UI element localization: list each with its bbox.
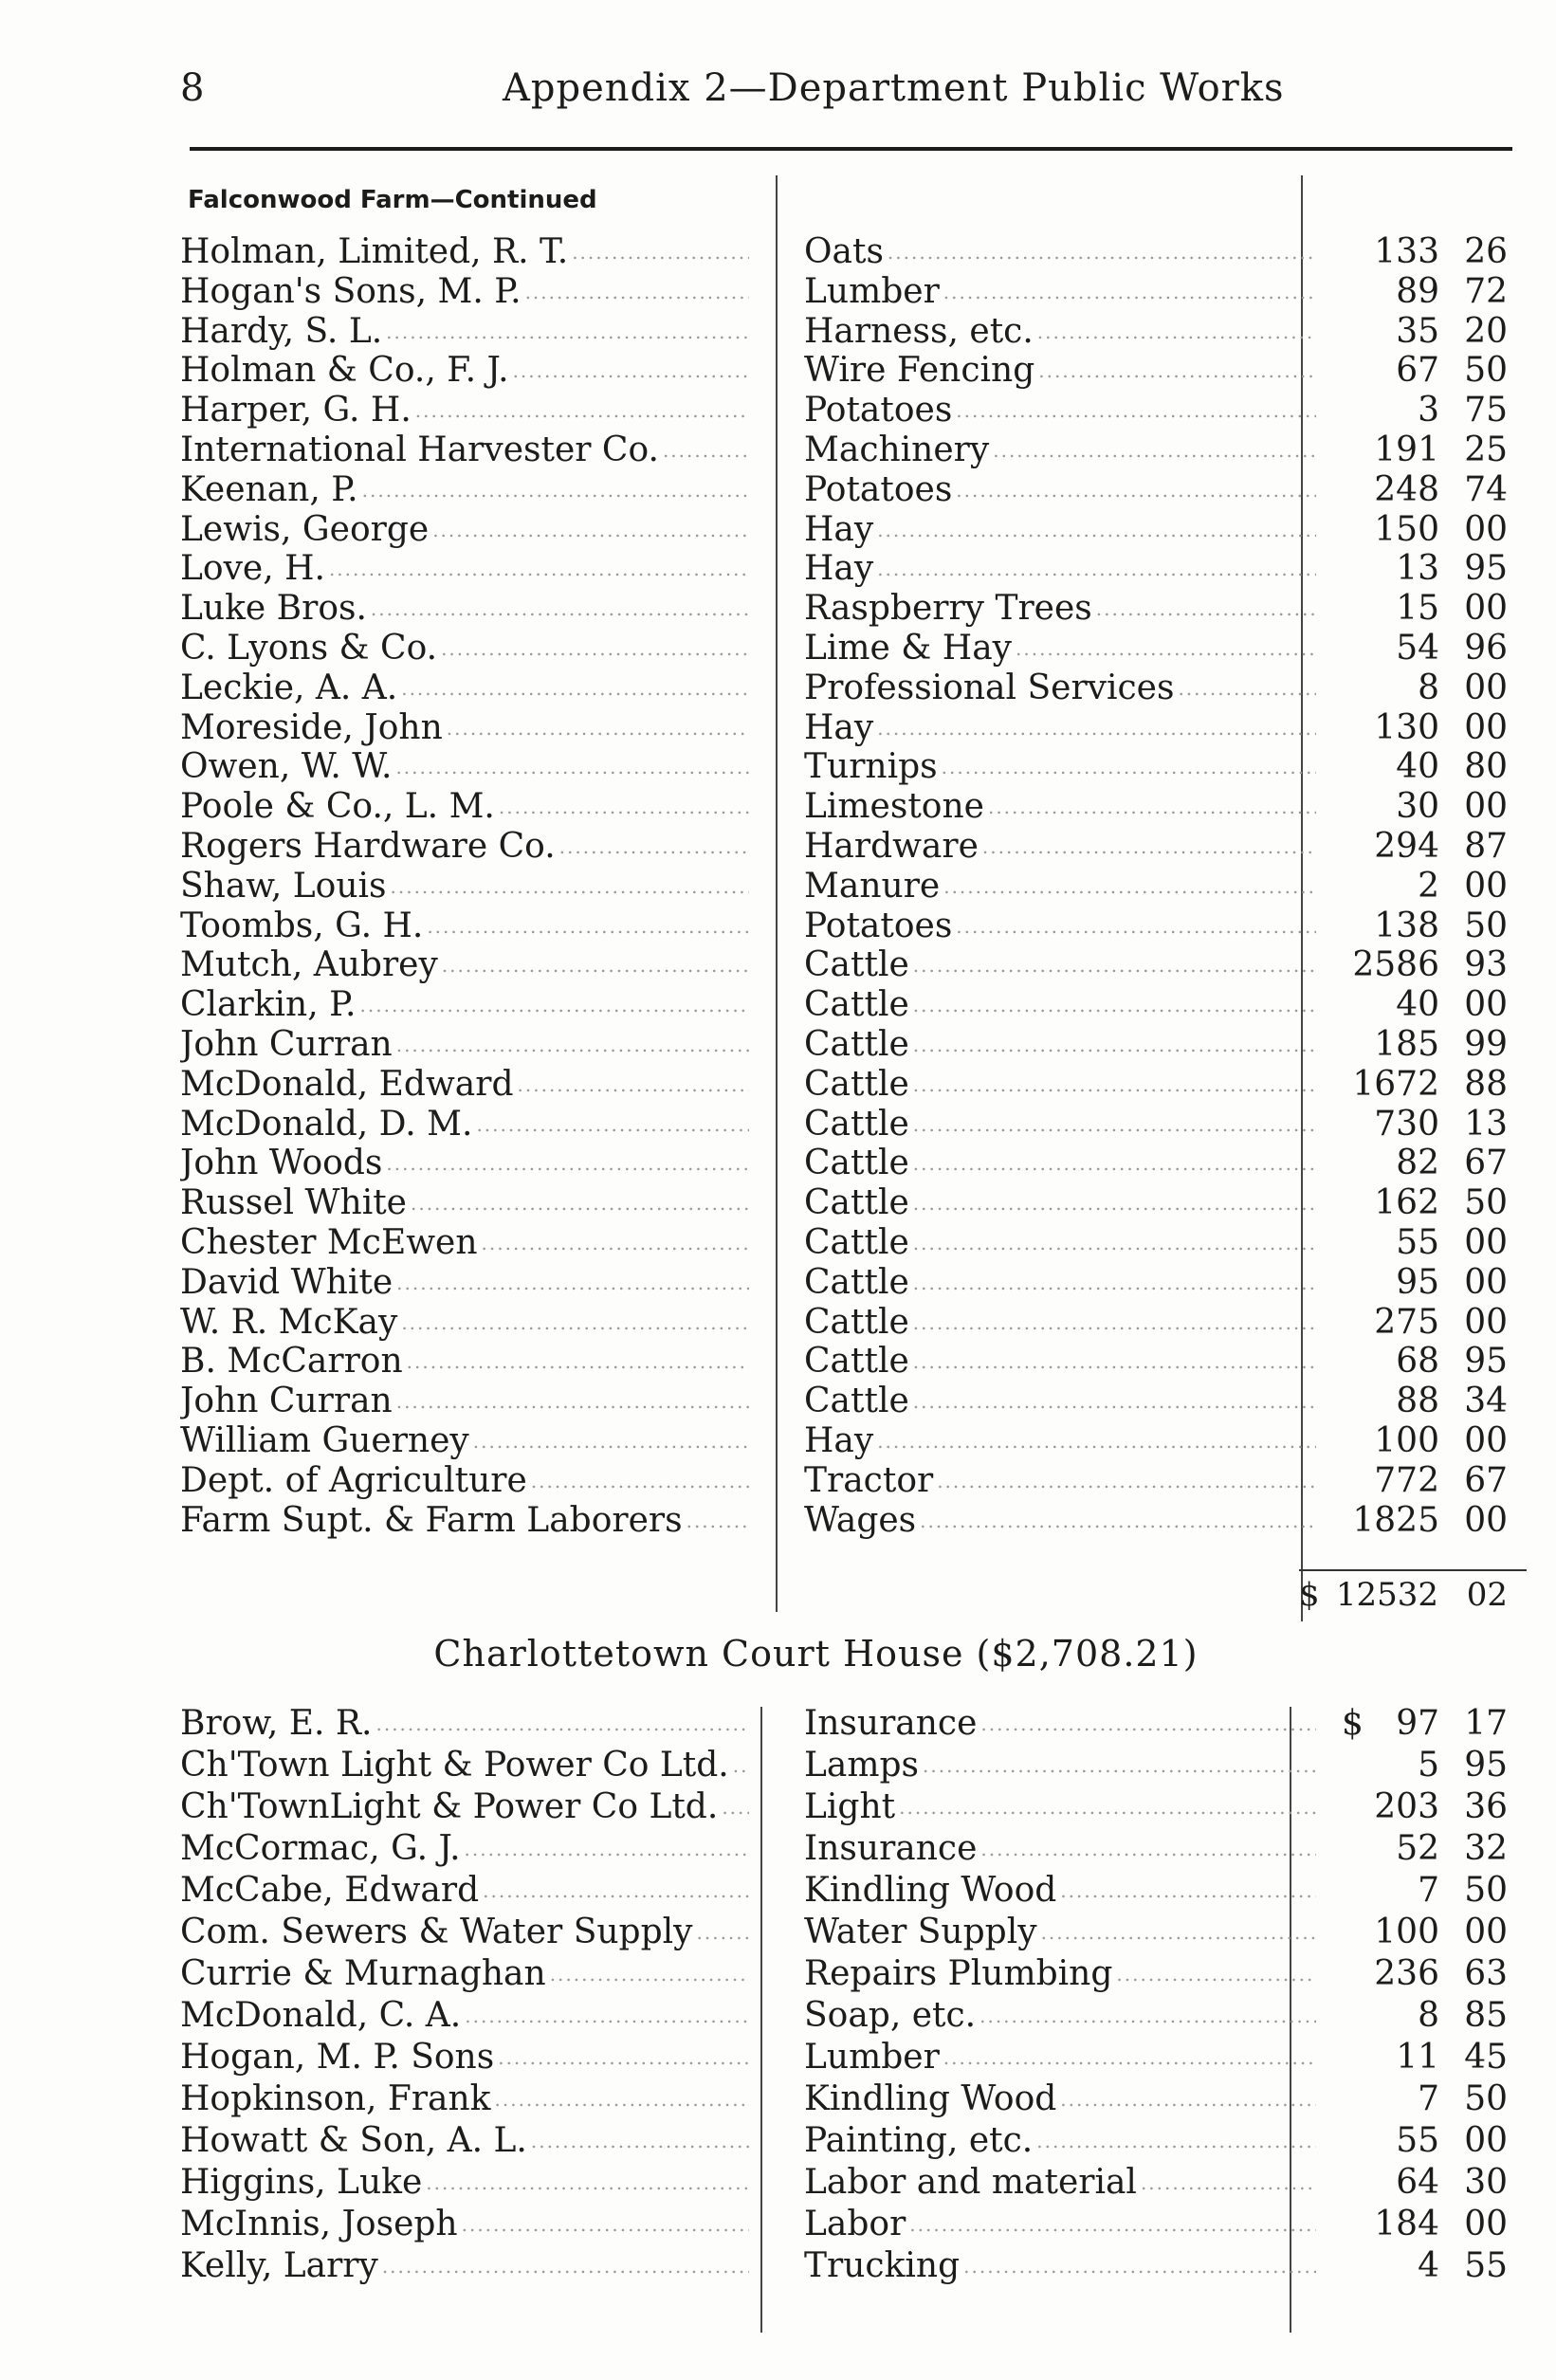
total-dollars: 12532: [1335, 1576, 1438, 1614]
amount-dollars: 100: [1374, 1913, 1439, 1951]
payee-name: Holman & Co., F. J. .....: [180, 351, 749, 391]
item-description: Cattle .....: [804, 1105, 1316, 1144]
amount-dollars: 68: [1396, 1342, 1439, 1382]
item-description: Raspberry Trees .....: [804, 589, 1316, 629]
item-description: Kindling Wood .....: [804, 2079, 1316, 2119]
payee-name: Owen, W. W. .....: [180, 747, 749, 787]
amount-dollars: 294: [1374, 827, 1439, 866]
table-row: [0, 1144, 1556, 1183]
amount-cents: 50: [1464, 2079, 1508, 2118]
amount-cents: 13: [1464, 1104, 1508, 1144]
payee-name: Ch'TownLight & Power Co Ltd. .....: [180, 1787, 749, 1827]
table-row: [0, 391, 1556, 430]
item-description: Professional Services .....: [804, 668, 1316, 708]
amount-dollars: 8: [1418, 668, 1439, 707]
amount-cents: 00: [1464, 1302, 1508, 1342]
item-description: Labor .....: [804, 2205, 1316, 2244]
amount-dollars: 130: [1374, 707, 1439, 747]
amount-cents: 95: [1464, 549, 1508, 589]
amount-cents: 26: [1464, 232, 1508, 271]
amount-dollars: 185: [1374, 1025, 1439, 1064]
table-row: [0, 1303, 1556, 1343]
amount-dollars: 35: [1396, 311, 1439, 351]
amount-dollars: 248: [1374, 469, 1439, 509]
payee-name: Poole & Co., L. M. .....: [180, 787, 749, 827]
amount-cents: 34: [1464, 1382, 1508, 1421]
amount-cents: 93: [1464, 945, 1508, 985]
amount-cents: 00: [1464, 1223, 1508, 1262]
item-description: Light .....: [804, 1787, 1316, 1827]
table-row: [0, 1382, 1556, 1421]
table-row: [0, 2079, 1556, 2119]
payee-name: Lewis, George .....: [180, 510, 749, 550]
table-row: [0, 906, 1556, 946]
item-description: Manure .....: [804, 867, 1316, 906]
item-description: Oats .....: [804, 232, 1316, 272]
payee-name: John Curran .....: [180, 1382, 749, 1421]
amount-dollars: 89: [1396, 271, 1439, 311]
amount-dollars: 203: [1374, 1787, 1439, 1826]
amount-cents: 50: [1464, 906, 1508, 945]
item-description: Machinery .....: [804, 430, 1316, 470]
table-row: [0, 2121, 1556, 2161]
item-description: Cattle .....: [804, 1065, 1316, 1105]
amount-dollars: 88: [1396, 1382, 1439, 1421]
amount-cents: 75: [1464, 391, 1508, 430]
item-description: Hay .....: [804, 510, 1316, 550]
amount-cents: 36: [1464, 1787, 1508, 1826]
payee-name: W. R. McKay .....: [180, 1303, 749, 1343]
table-row: [0, 510, 1556, 550]
table-row: [0, 827, 1556, 867]
item-description: Cattle .....: [804, 1303, 1316, 1343]
amount-dollars: 11: [1396, 2038, 1439, 2077]
item-description: Hay .....: [804, 549, 1316, 589]
table-row: [0, 1183, 1556, 1223]
payee-name: Love, H. .....: [180, 549, 749, 589]
item-description: Potatoes .....: [804, 906, 1316, 946]
payee-name: Kelly, Larry .....: [180, 2246, 749, 2286]
total-cents: 02: [1466, 1576, 1508, 1614]
amount-cents: 00: [1464, 668, 1508, 707]
payee-name: Brow, E. R. .....: [180, 1704, 749, 1744]
table-row: [0, 668, 1556, 708]
amount-cents: 50: [1464, 1871, 1508, 1910]
item-description: Soap, etc. .....: [804, 1996, 1316, 2036]
item-description: Harness, etc. .....: [804, 312, 1316, 352]
amount-cents: 72: [1464, 271, 1508, 311]
amount-dollars: 64: [1396, 2163, 1439, 2202]
payee-name: Harper, G. H. .....: [180, 391, 749, 430]
amount-cents: 32: [1464, 1829, 1508, 1868]
amount-cents: 85: [1464, 1996, 1508, 2035]
item-description: Cattle .....: [804, 1183, 1316, 1223]
table-row: [0, 629, 1556, 668]
table-row: [0, 985, 1556, 1025]
payee-name: Com. Sewers & Water Supply .....: [180, 1913, 749, 1952]
payee-name: Higgins, Luke .....: [180, 2163, 749, 2203]
total-dollar-sign: $: [1299, 1576, 1320, 1614]
amount-dollars: 138: [1374, 906, 1439, 945]
amount-dollars: 13: [1396, 549, 1439, 589]
payee-name: Hogan's Sons, M. P. .....: [180, 272, 749, 312]
item-description: Painting, etc. .....: [804, 2121, 1316, 2161]
amount-cents: 45: [1464, 2038, 1508, 2077]
table-row: [0, 1223, 1556, 1263]
item-description: Tractor .....: [804, 1461, 1316, 1501]
section1-total: [1299, 1569, 1527, 1619]
payee-name: Currie & Murnaghan .....: [180, 1954, 749, 1994]
table-row: [0, 1829, 1556, 1869]
payee-name: Farm Supt. & Farm Laborers .....: [180, 1501, 749, 1541]
payee-name: McInnis, Joseph .....: [180, 2205, 749, 2244]
item-description: Hay .....: [804, 708, 1316, 748]
amount-cents: 20: [1464, 311, 1508, 351]
item-description: Cattle .....: [804, 1025, 1316, 1065]
payee-name: Shaw, Louis .....: [180, 867, 749, 906]
payee-name: Chester McEwen .....: [180, 1223, 749, 1263]
item-description: Wire Fencing .....: [804, 351, 1316, 391]
payee-name: B. McCarron .....: [180, 1342, 749, 1382]
amount-dollars: 52: [1396, 1829, 1439, 1868]
amount-cents: 00: [1464, 1913, 1508, 1951]
table-row: [0, 312, 1556, 352]
table-row: [0, 1025, 1556, 1065]
item-description: Hay .....: [804, 1421, 1316, 1461]
item-description: Cattle .....: [804, 985, 1316, 1025]
payee-name: Hopkinson, Frank .....: [180, 2079, 749, 2119]
payee-name: Hardy, S. L. .....: [180, 312, 749, 352]
item-description: Limestone .....: [804, 787, 1316, 827]
section-label: Falconwood Farm—Continued: [188, 186, 597, 214]
amount-dollars: 133: [1374, 232, 1439, 271]
table-row: [0, 549, 1556, 589]
payee-name: McDonald, C. A. .....: [180, 1996, 749, 2036]
amount-cents: 63: [1464, 1954, 1508, 1993]
amount-cents: 00: [1464, 1421, 1508, 1460]
amount-dollars: 95: [1396, 1262, 1439, 1302]
table-row: [0, 1065, 1556, 1105]
header-rule: [190, 147, 1512, 151]
item-description: Turnips .....: [804, 747, 1316, 787]
item-description: Lumber .....: [804, 272, 1316, 312]
amount-dollars: 236: [1374, 1954, 1439, 1993]
amount-cents: 95: [1464, 1342, 1508, 1382]
table-row: [0, 1263, 1556, 1303]
payee-name: William Guerney .....: [180, 1421, 749, 1461]
item-description: Lamps .....: [804, 1746, 1316, 1785]
table-row: [0, 747, 1556, 787]
amount-dollars: 162: [1374, 1183, 1439, 1223]
amount-cents: 74: [1464, 469, 1508, 509]
payee-name: C. Lyons & Co. .....: [180, 629, 749, 668]
table-row: [0, 1501, 1556, 1541]
table-row: [0, 1421, 1556, 1461]
table-row: [0, 1105, 1556, 1144]
amount-dollars: 730: [1374, 1104, 1439, 1144]
payee-name: Holman, Limited, R. T. .....: [180, 232, 749, 272]
item-description: Trucking .....: [804, 2246, 1316, 2286]
amount-dollars: 15: [1396, 589, 1439, 629]
item-description: Cattle .....: [804, 1223, 1316, 1263]
dollar-sign: $: [1342, 1704, 1364, 1743]
amount-dollars: 2586: [1352, 945, 1439, 985]
table-row: [0, 2205, 1556, 2244]
table-row: [0, 1746, 1556, 1785]
amount-cents: 96: [1464, 629, 1508, 668]
table-row: [0, 867, 1556, 906]
table-row: [0, 2246, 1556, 2286]
page-header: [180, 66, 1508, 123]
item-description: Repairs Plumbing .....: [804, 1954, 1316, 1994]
amount-cents: 25: [1464, 430, 1508, 469]
amount-dollars: 97: [1396, 1704, 1439, 1743]
table-row: [0, 272, 1556, 312]
amount-dollars: 184: [1374, 2205, 1439, 2243]
table-row: [0, 787, 1556, 827]
table-row: [0, 1787, 1556, 1827]
table-row: [0, 1996, 1556, 2036]
amount-dollars: 8: [1418, 1996, 1439, 2035]
payee-name: Keenan, P. .....: [180, 470, 749, 510]
table-row: [0, 430, 1556, 470]
payee-name: Howatt & Son, A. L. .....: [180, 2121, 749, 2161]
payee-name: Moreside, John .....: [180, 708, 749, 748]
item-description: Lime & Hay .....: [804, 629, 1316, 668]
section2-title: Charlottetown Court House ($2,708.21): [433, 1633, 1199, 1675]
amount-dollars: 191: [1374, 430, 1439, 469]
payee-name: Dept. of Agriculture .....: [180, 1461, 749, 1501]
table-row: [0, 470, 1556, 510]
payee-name: Mutch, Aubrey .....: [180, 945, 749, 985]
table-row: [0, 1461, 1556, 1501]
item-description: Hardware .....: [804, 827, 1316, 867]
payee-name: David White .....: [180, 1263, 749, 1303]
payee-name: Toombs, G. H. .....: [180, 906, 749, 946]
amount-dollars: 2: [1418, 866, 1439, 906]
amount-cents: 30: [1464, 2163, 1508, 2202]
amount-dollars: 100: [1374, 1421, 1439, 1460]
amount-cents: 00: [1464, 985, 1508, 1025]
amount-cents: 00: [1464, 1262, 1508, 1302]
payee-name: Hogan, M. P. Sons .....: [180, 2038, 749, 2078]
item-description: Cattle .....: [804, 1144, 1316, 1183]
payee-name: John Woods .....: [180, 1144, 749, 1183]
amount-cents: 00: [1464, 2121, 1508, 2160]
amount-dollars: 30: [1396, 787, 1439, 827]
amount-dollars: 150: [1374, 509, 1439, 549]
amount-cents: 50: [1464, 351, 1508, 391]
payee-name: McDonald, Edward .....: [180, 1065, 749, 1105]
payee-name: International Harvester Co. .....: [180, 430, 749, 470]
amount-cents: 00: [1464, 866, 1508, 906]
amount-dollars: 40: [1396, 985, 1439, 1025]
amount-dollars: 40: [1396, 747, 1439, 787]
amount-dollars: 4: [1418, 2246, 1439, 2285]
table-row: [0, 2163, 1556, 2203]
item-description: Water Supply .....: [804, 1913, 1316, 1952]
amount-dollars: 3: [1418, 391, 1439, 430]
payee-name: Clarkin, P. .....: [180, 985, 749, 1025]
item-description: Insurance .....: [804, 1704, 1316, 1744]
payee-name: Leckie, A. A. .....: [180, 668, 749, 708]
item-description: Cattle .....: [804, 1263, 1316, 1303]
payee-name: Rogers Hardware Co. .....: [180, 827, 749, 867]
table-row: [0, 2038, 1556, 2078]
running-title: Appendix 2—Department Public Works: [503, 66, 1285, 110]
payee-name: McCabe, Edward .....: [180, 1871, 749, 1911]
amount-dollars: 772: [1374, 1460, 1439, 1500]
payee-name: Luke Bros. .....: [180, 589, 749, 629]
table-row: [0, 1704, 1556, 1744]
amount-dollars: 55: [1396, 1223, 1439, 1262]
item-description: Cattle .....: [804, 1382, 1316, 1421]
amount-cents: 00: [1464, 2205, 1508, 2243]
payee-name: Ch'Town Light & Power Co Ltd. .....: [180, 1746, 749, 1785]
amount-dollars: 7: [1418, 2079, 1439, 2118]
amount-cents: 95: [1464, 1746, 1508, 1785]
payee-name: John Curran .....: [180, 1025, 749, 1065]
table-row: [0, 1871, 1556, 1911]
page-number: 8: [180, 66, 205, 110]
amount-cents: 67: [1464, 1144, 1508, 1183]
amount-cents: 87: [1464, 827, 1508, 866]
table-row: [0, 589, 1556, 629]
amount-dollars: 1672: [1352, 1064, 1439, 1104]
table-row: [0, 1913, 1556, 1952]
amount-cents: 67: [1464, 1460, 1508, 1500]
amount-dollars: 67: [1396, 351, 1439, 391]
item-description: Potatoes .....: [804, 470, 1316, 510]
payee-name: Russel White .....: [180, 1183, 749, 1223]
amount-dollars: 5: [1418, 1746, 1439, 1785]
amount-dollars: 55: [1396, 2121, 1439, 2160]
table-row: [0, 1954, 1556, 1994]
item-description: Potatoes .....: [804, 391, 1316, 430]
amount-cents: 00: [1464, 589, 1508, 629]
table-row: [0, 351, 1556, 391]
item-description: Labor and material .....: [804, 2163, 1316, 2203]
amount-cents: 99: [1464, 1025, 1508, 1064]
amount-cents: 00: [1464, 1500, 1508, 1540]
table-row: [0, 945, 1556, 985]
amount-cents: 00: [1464, 509, 1508, 549]
amount-cents: 00: [1464, 787, 1508, 827]
item-description: Insurance .....: [804, 1829, 1316, 1869]
amount-dollars: 54: [1396, 629, 1439, 668]
amount-dollars: 82: [1396, 1144, 1439, 1183]
amount-cents: 17: [1464, 1704, 1508, 1743]
item-description: Lumber .....: [804, 2038, 1316, 2078]
item-description: Cattle .....: [804, 1342, 1316, 1382]
item-description: Kindling Wood .....: [804, 1871, 1316, 1911]
amount-cents: 88: [1464, 1064, 1508, 1104]
amount-cents: 80: [1464, 747, 1508, 787]
table-row: [0, 232, 1556, 272]
table-row: [0, 708, 1556, 748]
payee-name: McCormac, G. J. .....: [180, 1829, 749, 1869]
amount-cents: 55: [1464, 2246, 1508, 2285]
payee-name: McDonald, D. M. .....: [180, 1105, 749, 1144]
amount-dollars: 7: [1418, 1871, 1439, 1910]
amount-cents: 00: [1464, 707, 1508, 747]
amount-dollars: 1825: [1352, 1500, 1439, 1540]
table-row: [0, 1342, 1556, 1382]
amount-cents: 50: [1464, 1183, 1508, 1223]
item-description: Wages .....: [804, 1501, 1316, 1541]
item-description: Cattle .....: [804, 945, 1316, 985]
amount-dollars: 275: [1374, 1302, 1439, 1342]
